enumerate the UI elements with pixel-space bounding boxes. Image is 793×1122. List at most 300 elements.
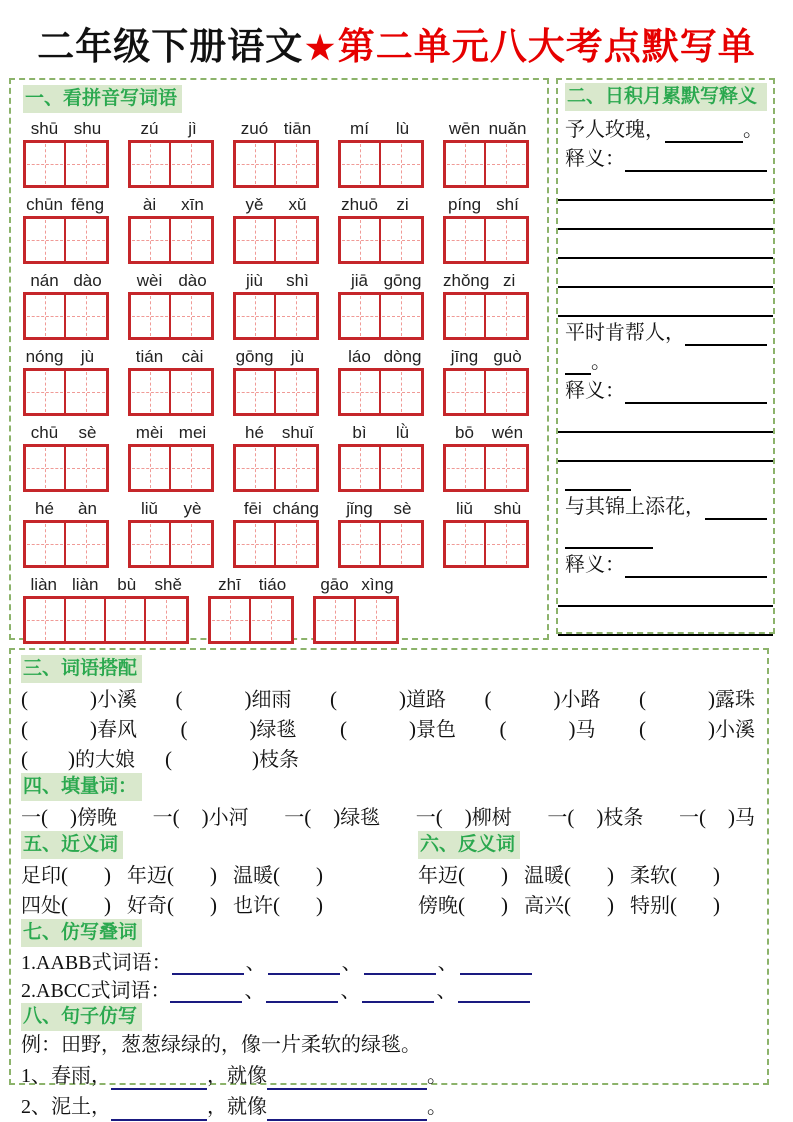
- tianzige-grid: [338, 520, 424, 568]
- synonym-item: [127, 859, 217, 888]
- pinyin-syllable: chū: [30, 423, 59, 442]
- pinyin-word-unit: [338, 496, 424, 568]
- tianzige-cell[interactable]: [171, 371, 211, 413]
- paren-close: ): [501, 893, 508, 917]
- antonym-item: [418, 889, 508, 918]
- tianzige-cell[interactable]: [26, 523, 66, 565]
- tianzige-grid: [443, 520, 529, 568]
- tianzige-cell[interactable]: [146, 599, 186, 641]
- pinyin-label: [23, 268, 109, 292]
- paren-open: (: [304, 805, 312, 829]
- pinyin-word-unit: [338, 192, 424, 264]
- measure-word-item: [153, 801, 249, 830]
- word-label: 傍晚: [418, 895, 458, 917]
- tianzige-cell[interactable]: [316, 599, 356, 641]
- pinyin-word-unit: [23, 572, 189, 644]
- tianzige-cell[interactable]: [26, 143, 66, 185]
- pinyin-row: [23, 116, 537, 188]
- paren-open: (: [340, 717, 347, 741]
- paren-close: ): [104, 893, 111, 917]
- pinyin-syllable: jǐng: [346, 499, 373, 518]
- pinyin-syllable: sè: [393, 499, 412, 518]
- tianzige-cell[interactable]: [276, 523, 316, 565]
- word-label: 足印: [21, 865, 61, 887]
- pinyin-label: [128, 116, 214, 140]
- tianzige-cell[interactable]: [356, 599, 396, 641]
- fill-blank[interactable]: [625, 384, 767, 404]
- measure-prefix: 一: [152, 807, 173, 829]
- tianzige-cell[interactable]: [171, 143, 211, 185]
- paren-open: (: [639, 687, 646, 711]
- fill-blank[interactable]: [460, 957, 532, 975]
- pinyin-word-unit: [23, 420, 109, 492]
- dictation-line: [565, 288, 767, 317]
- tianzige-cell[interactable]: [486, 523, 526, 565]
- pinyin-label: [128, 420, 214, 444]
- fill-blank[interactable]: [362, 985, 434, 1003]
- word-label: 温暖: [524, 865, 564, 887]
- pinyin-word-unit: [338, 116, 424, 188]
- word-match-row: [21, 713, 755, 743]
- tianzige-cell[interactable]: [236, 523, 276, 565]
- paren-open: (: [175, 687, 183, 711]
- tianzige-cell[interactable]: [381, 371, 421, 413]
- pinyin-label: [128, 344, 214, 368]
- fill-blank[interactable]: [558, 181, 773, 201]
- dictation-line: [565, 375, 767, 404]
- word-label: 的大娘: [75, 749, 135, 771]
- tianzige-cell[interactable]: [341, 143, 381, 185]
- fill-blank[interactable]: [558, 210, 773, 230]
- paren-open: (: [165, 747, 172, 771]
- paren-close: ): [708, 687, 715, 711]
- pinyin-label: [338, 116, 424, 140]
- pinyin-label: [128, 192, 214, 216]
- paren-open: (: [21, 747, 28, 771]
- pinyin-label: [443, 116, 529, 140]
- pinyin-syllable: tiān: [283, 119, 312, 138]
- tianzige-cell[interactable]: [341, 371, 381, 413]
- pinyin-label: [23, 572, 189, 596]
- tianzige-cell[interactable]: [236, 371, 276, 413]
- word-match-item: [330, 683, 446, 712]
- fill-blank[interactable]: [625, 558, 767, 578]
- tianzige-cell[interactable]: [341, 295, 381, 337]
- pinyin-word-unit: [23, 496, 109, 568]
- word-match-item: [21, 713, 137, 742]
- measure-prefix: 一: [678, 807, 699, 829]
- fill-blank[interactable]: [558, 413, 773, 433]
- synonym-item: [21, 859, 111, 888]
- pinyin-syllable: zi: [396, 195, 409, 214]
- tianzige-cell[interactable]: [131, 295, 171, 337]
- tianzige-cell[interactable]: [446, 295, 486, 337]
- tianzige-cell[interactable]: [446, 219, 486, 261]
- dictation-line: [565, 201, 767, 230]
- tianzige-cell[interactable]: [236, 447, 276, 489]
- dictation-line: [565, 317, 767, 346]
- word-label: 四处: [21, 895, 61, 917]
- antonym-item: [418, 859, 508, 888]
- pinyin-word-unit: [443, 496, 529, 568]
- tianzige-grid: [23, 140, 109, 188]
- paren-open: (: [670, 863, 677, 887]
- pinyin-word-unit: [208, 572, 294, 644]
- pinyin-syllable: mèi: [135, 423, 164, 442]
- tianzige-cell[interactable]: [171, 219, 211, 261]
- word-label: 柳树: [471, 807, 512, 829]
- tianzige-cell[interactable]: [171, 447, 211, 489]
- dictation-line: [565, 549, 767, 578]
- word-label: 年迈: [127, 865, 167, 887]
- tianzige-cell[interactable]: [381, 219, 421, 261]
- pinyin-label: [233, 116, 319, 140]
- word-label: 特别: [630, 895, 670, 917]
- word-match-row: [21, 743, 755, 773]
- fill-blank[interactable]: [685, 326, 767, 346]
- measure-word-item: [547, 801, 643, 830]
- tianzige-grid: [338, 140, 424, 188]
- pinyin-label: [128, 496, 214, 520]
- fill-blank[interactable]: [558, 297, 773, 317]
- tianzige-cell[interactable]: [486, 219, 526, 261]
- pinyin-word-unit: [23, 192, 109, 264]
- pinyin-syllable: zhǒng: [443, 271, 490, 290]
- tianzige-cell[interactable]: [171, 523, 211, 565]
- dictation-line: [565, 114, 767, 143]
- subsection-syn-ant: [21, 831, 755, 919]
- paren-close: ): [90, 687, 97, 711]
- word-label: 傍晚: [77, 807, 117, 829]
- pinyin-syllable: liǔ: [455, 499, 473, 518]
- duplicated-word-label: 2.ABCC式词语：: [21, 980, 171, 1002]
- synonym-item: [233, 859, 323, 888]
- section-pinyin-words: [9, 78, 549, 640]
- fill-blank[interactable]: [558, 616, 773, 636]
- tianzige-grid: [313, 596, 399, 644]
- tianzige-cell[interactable]: [486, 295, 526, 337]
- tianzige-cell[interactable]: [66, 219, 106, 261]
- section7-heading: 七、仿写叠词: [21, 919, 142, 947]
- pinyin-syllable: shuǐ: [281, 423, 314, 442]
- pinyin-word-unit: [443, 420, 529, 492]
- synonym-rows: [21, 859, 418, 919]
- pinyin-word-unit: [128, 344, 214, 416]
- fill-blank[interactable]: [268, 957, 340, 975]
- fill-blank[interactable]: [625, 152, 767, 172]
- tianzige-cell[interactable]: [341, 219, 381, 261]
- tianzige-grid: [233, 140, 319, 188]
- tianzige-cell[interactable]: [486, 143, 526, 185]
- pinyin-syllable: hé: [245, 423, 264, 442]
- paren-close: ): [409, 717, 416, 741]
- paren-close: ): [316, 863, 323, 887]
- pinyin-label: [443, 344, 529, 368]
- paren-close: ): [201, 805, 209, 829]
- paren-close: ): [713, 893, 720, 917]
- pinyin-syllable: bō: [455, 423, 474, 442]
- word-label: 景色: [416, 719, 456, 741]
- fill-blank[interactable]: [565, 529, 653, 549]
- tianzige-cell[interactable]: [131, 371, 171, 413]
- pinyin-label: [443, 192, 529, 216]
- tianzige-cell[interactable]: [486, 447, 526, 489]
- list-separator: 、: [437, 952, 458, 974]
- paren-close: ): [607, 893, 614, 917]
- pinyin-label: [233, 496, 319, 520]
- pinyin-word-unit: [313, 572, 399, 644]
- word-match-item: [176, 683, 292, 712]
- dictation-text: 与其锦上添花，: [565, 496, 705, 518]
- tianzige-grid: [128, 444, 214, 492]
- paren-open: (: [564, 863, 571, 887]
- pinyin-word-unit: [23, 344, 109, 416]
- tianzige-cell[interactable]: [446, 447, 486, 489]
- fill-blank[interactable]: [458, 985, 530, 1003]
- paren-close: ): [316, 893, 323, 917]
- pinyin-label: [443, 496, 529, 520]
- fill-blank[interactable]: [565, 355, 591, 375]
- fill-blank[interactable]: [665, 123, 743, 143]
- pinyin-syllable: liǔ: [140, 499, 158, 518]
- tianzige-cell[interactable]: [26, 447, 66, 489]
- antonym-item: [630, 859, 720, 888]
- fill-blank[interactable]: [267, 1103, 427, 1121]
- duplicated-word-line: [21, 975, 755, 1003]
- paren-open: (: [61, 893, 68, 917]
- sentence-line: [21, 1059, 755, 1090]
- synonyms-column: [21, 831, 418, 919]
- tianzige-grid: [128, 292, 214, 340]
- tianzige-cell[interactable]: [446, 143, 486, 185]
- pinyin-syllable: mei: [178, 423, 207, 442]
- word-label: 温暖: [233, 865, 273, 887]
- pinyin-label: [338, 192, 424, 216]
- paren-open: (: [330, 687, 337, 711]
- tianzige-cell[interactable]: [381, 523, 421, 565]
- tianzige-cell[interactable]: [66, 143, 106, 185]
- word-label: 枝条: [603, 807, 644, 829]
- tianzige-cell[interactable]: [66, 447, 106, 489]
- pinyin-syllable: bù: [117, 575, 137, 594]
- tianzige-cell[interactable]: [446, 371, 486, 413]
- dictation-text: 予人玫瑰，: [565, 119, 665, 141]
- measure-prefix: 一: [415, 807, 436, 829]
- tianzige-grid: [23, 596, 189, 644]
- sentence-end: 。: [427, 1096, 447, 1118]
- pinyin-label: [338, 420, 424, 444]
- word-label: 柔软: [630, 865, 670, 887]
- pinyin-syllable: tián: [135, 347, 164, 366]
- pinyin-label: [23, 420, 109, 444]
- pinyin-syllable: zi: [503, 271, 516, 290]
- pinyin-syllable: jiā: [350, 271, 368, 290]
- tianzige-cell[interactable]: [276, 143, 316, 185]
- tianzige-cell[interactable]: [131, 447, 171, 489]
- section2-heading: 二、日积月累默写释义: [565, 83, 767, 111]
- word-match-item: [21, 683, 137, 712]
- subsection-duplicated-words: [21, 919, 755, 1003]
- dictation-line: [565, 607, 767, 636]
- tianzige-grid: [233, 216, 319, 264]
- tianzige-cell[interactable]: [381, 295, 421, 337]
- tianzige-grid: [23, 216, 109, 264]
- pinyin-syllable: zhī: [218, 575, 241, 594]
- paren-open: (: [564, 893, 571, 917]
- paren-open: (: [172, 805, 180, 829]
- tianzige-cell[interactable]: [381, 447, 421, 489]
- dictation-line: [565, 230, 767, 259]
- pinyin-syllable: shí: [496, 195, 519, 214]
- tianzige-cell[interactable]: [66, 523, 106, 565]
- tianzige-cell[interactable]: [26, 371, 66, 413]
- paren-open: (: [499, 717, 507, 741]
- pinyin-syllable: zuó: [240, 119, 269, 138]
- fill-blank[interactable]: [111, 1072, 207, 1090]
- pinyin-word-unit: [233, 268, 319, 340]
- tianzige-grid: [23, 368, 109, 416]
- pinyin-syllable: lù: [395, 119, 410, 138]
- fill-blank[interactable]: [364, 957, 436, 975]
- pinyin-syllable: gōng: [383, 271, 422, 290]
- antonyms-column: [418, 831, 755, 919]
- tianzige-cell[interactable]: [131, 219, 171, 261]
- pinyin-word-unit: [23, 116, 109, 188]
- paren-open: (: [698, 805, 706, 829]
- pinyin-syllable: gāo: [320, 575, 349, 594]
- word-label: 绿毯: [256, 719, 297, 741]
- title-red-part: 第二单元八大考点默写单: [337, 27, 756, 68]
- fill-blank[interactable]: [558, 268, 773, 288]
- pinyin-syllable: cháng: [272, 499, 319, 518]
- dictation-line: [565, 491, 767, 520]
- tianzige-cell[interactable]: [66, 295, 106, 337]
- tianzige-cell[interactable]: [381, 143, 421, 185]
- tianzige-grid: [128, 140, 214, 188]
- fill-blank[interactable]: [705, 500, 767, 520]
- pinyin-word-unit: [233, 344, 319, 416]
- synonym-item: [233, 889, 323, 918]
- tianzige-cell[interactable]: [276, 295, 316, 337]
- tianzige-cell[interactable]: [171, 295, 211, 337]
- pinyin-word-unit: [128, 420, 214, 492]
- pinyin-word-unit: [128, 496, 214, 568]
- pinyin-syllable: láo: [348, 347, 371, 366]
- pinyin-syllable: shě: [154, 575, 182, 594]
- tianzige-cell[interactable]: [106, 599, 146, 641]
- paren-close: ): [244, 687, 252, 711]
- tianzige-cell[interactable]: [486, 371, 526, 413]
- tianzige-cell[interactable]: [66, 599, 106, 641]
- tianzige-cell[interactable]: [131, 143, 171, 185]
- fill-blank[interactable]: [565, 471, 631, 491]
- pinyin-syllable: chūn: [26, 195, 63, 214]
- tianzige-cell[interactable]: [341, 447, 381, 489]
- pinyin-word-unit: [128, 116, 214, 188]
- tianzige-cell[interactable]: [211, 599, 251, 641]
- tianzige-cell[interactable]: [236, 219, 276, 261]
- tianzige-cell[interactable]: [236, 295, 276, 337]
- measure-word-item: [284, 801, 380, 830]
- pinyin-syllable: nán: [30, 271, 59, 290]
- fill-blank[interactable]: [170, 985, 242, 1003]
- tianzige-cell[interactable]: [26, 295, 66, 337]
- pinyin-word-unit: [443, 344, 529, 416]
- paren-close: ): [464, 805, 472, 829]
- pinyin-syllable: jù: [290, 347, 305, 366]
- tianzige-cell[interactable]: [276, 219, 316, 261]
- tianzige-cell[interactable]: [251, 599, 291, 641]
- sentence-lines: [21, 1059, 755, 1121]
- synonym-item: [21, 889, 111, 918]
- fill-blank[interactable]: [558, 442, 773, 462]
- paren-close: ): [104, 863, 111, 887]
- synonym-item: [127, 889, 217, 918]
- paren-open: (: [458, 863, 465, 887]
- tianzige-cell[interactable]: [131, 523, 171, 565]
- tianzige-cell[interactable]: [66, 371, 106, 413]
- sentence-start: 1、春雨，: [21, 1065, 111, 1087]
- fill-blank[interactable]: [267, 1072, 427, 1090]
- section3-heading: 三、词语搭配: [21, 655, 142, 683]
- tianzige-cell[interactable]: [276, 447, 316, 489]
- word-match-row: [21, 683, 755, 713]
- pinyin-syllable: mí: [350, 119, 369, 138]
- tianzige-cell[interactable]: [276, 371, 316, 413]
- paren-close: ): [568, 717, 576, 741]
- page-title: [0, 0, 793, 70]
- pinyin-word-unit: [338, 420, 424, 492]
- pinyin-word-unit: [233, 192, 319, 264]
- pinyin-row: [23, 496, 537, 568]
- tianzige-cell[interactable]: [341, 523, 381, 565]
- word-label: 也许: [233, 895, 273, 917]
- synonym-row: [21, 889, 418, 919]
- pinyin-syllable: ài: [142, 195, 157, 214]
- pinyin-label: [313, 572, 399, 596]
- tianzige-grid: [443, 444, 529, 492]
- tianzige-grid: [128, 368, 214, 416]
- pinyin-word-unit: [443, 192, 529, 264]
- antonym-row: [418, 889, 755, 919]
- tianzige-grid: [443, 292, 529, 340]
- pinyin-syllable: sè: [78, 423, 97, 442]
- tianzige-cell[interactable]: [446, 523, 486, 565]
- word-label: 小溪: [715, 719, 755, 741]
- pinyin-syllable: dòng: [383, 347, 422, 366]
- pinyin-label: [23, 496, 109, 520]
- pinyin-syllable: yě: [245, 195, 264, 214]
- fill-blank[interactable]: [558, 239, 773, 259]
- fill-blank[interactable]: [558, 587, 773, 607]
- pinyin-label: [338, 496, 424, 520]
- pinyin-syllable: shì: [286, 271, 309, 290]
- fill-blank[interactable]: [266, 985, 338, 1003]
- pinyin-label: [23, 344, 109, 368]
- word-label: 好奇: [127, 895, 167, 917]
- pinyin-label: [338, 268, 424, 292]
- pinyin-syllable: zú: [140, 119, 159, 138]
- word-match-item: [181, 713, 297, 742]
- pinyin-syllable: wèi: [136, 271, 163, 290]
- fill-blank[interactable]: [172, 957, 244, 975]
- tianzige-cell[interactable]: [26, 599, 66, 641]
- dictation-text: 释义：: [565, 148, 625, 170]
- list-separator: 、: [340, 980, 361, 1002]
- tianzige-cell[interactable]: [26, 219, 66, 261]
- tianzige-cell[interactable]: [236, 143, 276, 185]
- fill-blank[interactable]: [111, 1103, 207, 1121]
